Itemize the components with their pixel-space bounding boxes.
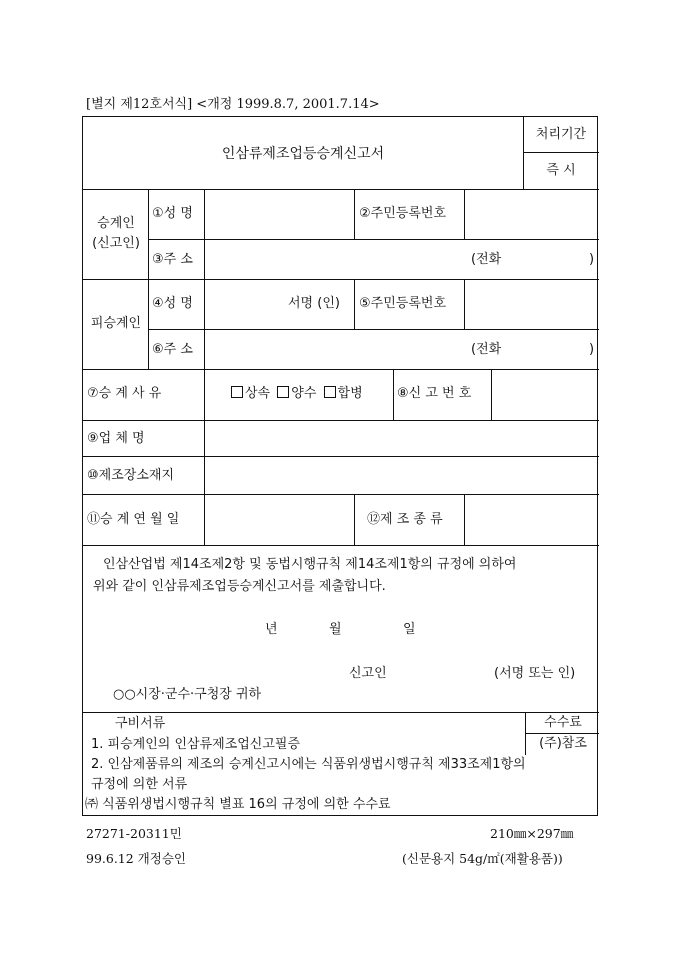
form-header: [별지 제12호서식] <개정 1999.8.7, 2001.7.14> <box>86 97 380 112</box>
documents-title: 구비서류 <box>115 716 166 731</box>
predecessor-group-label: 피승계인 <box>90 316 142 331</box>
paper-spec: (신문용지 54g/㎡(재활용품)) <box>402 851 563 866</box>
fee-label: 수수료 <box>544 715 582 730</box>
successor-phone-close: ) <box>589 252 595 267</box>
predecessor-address-label: ⑥주 소 <box>152 342 193 357</box>
form-title: 인삼류제조업등승계신고서 <box>221 146 385 162</box>
transfer-option-label: 양수 <box>291 386 317 401</box>
reporter-label: 신고인 <box>349 666 387 681</box>
document-item-2-continued: 규정에 의한 서류 <box>91 777 188 792</box>
successor-address-label: ③주 소 <box>152 252 193 267</box>
report-form <box>82 116 598 816</box>
predecessor-name-label: ④성 명 <box>152 296 193 311</box>
approval-date: 99.6.12 개정승인 <box>86 851 186 866</box>
merger-checkbox[interactable] <box>324 386 336 398</box>
declaration-line-2: 위와 같이 인삼류제조업등승계신고서를 제출합니다. <box>93 579 386 594</box>
processing-period-value: 즉 시 <box>546 163 576 178</box>
date-day-label: 일 <box>403 622 416 637</box>
company-name-label: ⑨업 체 명 <box>87 431 145 446</box>
predecessor-signature: 서명 (인) <box>288 296 340 311</box>
predecessor-phone-close: ) <box>589 342 595 357</box>
merger-option-label: 합병 <box>337 386 363 401</box>
manufacture-kind-label: ⑫제 조 종 류 <box>367 512 443 527</box>
date-year-label: 년 <box>265 622 278 637</box>
successor-phone-label: (전화 <box>471 252 502 267</box>
inherit-checkbox[interactable] <box>231 386 243 398</box>
document-item-2: 2. 인삼제품류의 제조의 승계신고시에는 식품위생법시행규칙 제33조제1항의 <box>91 757 526 772</box>
factory-location-label: ⑩제조장소재지 <box>87 468 175 483</box>
form-code: 27271-20311민 <box>86 826 182 841</box>
successor-name-label: ①성 명 <box>152 206 193 221</box>
reason-label: ⑦승 계 사 유 <box>87 386 162 401</box>
document-item-1: 1. 피승계인의 인삼류제조업신고필증 <box>91 737 301 752</box>
fee-note: ㈜ 식품위생법시행규칙 별표 16의 규정에 의한 수수료 <box>85 797 391 812</box>
declaration-line-1: 인삼산업법 제14조제2항 및 동법시행규칙 제14조제1항의 규정에 의하여 <box>103 557 517 572</box>
date-month-label: 월 <box>329 622 342 637</box>
report-number-label: ⑧신 고 번 호 <box>397 386 472 401</box>
fee-value: (주)참조 <box>539 736 587 751</box>
processing-period-label: 처리기간 <box>535 127 587 142</box>
successor-rrn-label: ②주민등록번호 <box>359 206 447 221</box>
predecessor-phone-label: (전화 <box>471 342 502 357</box>
paper-size: 210㎜×297㎜ <box>490 826 574 841</box>
successor-group-label: 승계인 <box>97 216 135 231</box>
reason-options <box>231 386 363 400</box>
succession-date-label: ⑪승 계 연 월 일 <box>87 512 180 527</box>
predecessor-rrn-label: ⑤주민등록번호 <box>359 296 447 311</box>
reporter-sign-label: (서명 또는 인) <box>494 666 576 681</box>
transfer-checkbox[interactable] <box>277 386 289 398</box>
successor-group-sublabel: (신고인) <box>92 236 140 251</box>
addressee: ○○시장·군수·구청장 귀하 <box>113 687 262 702</box>
inherit-option-label: 상속 <box>245 386 271 401</box>
